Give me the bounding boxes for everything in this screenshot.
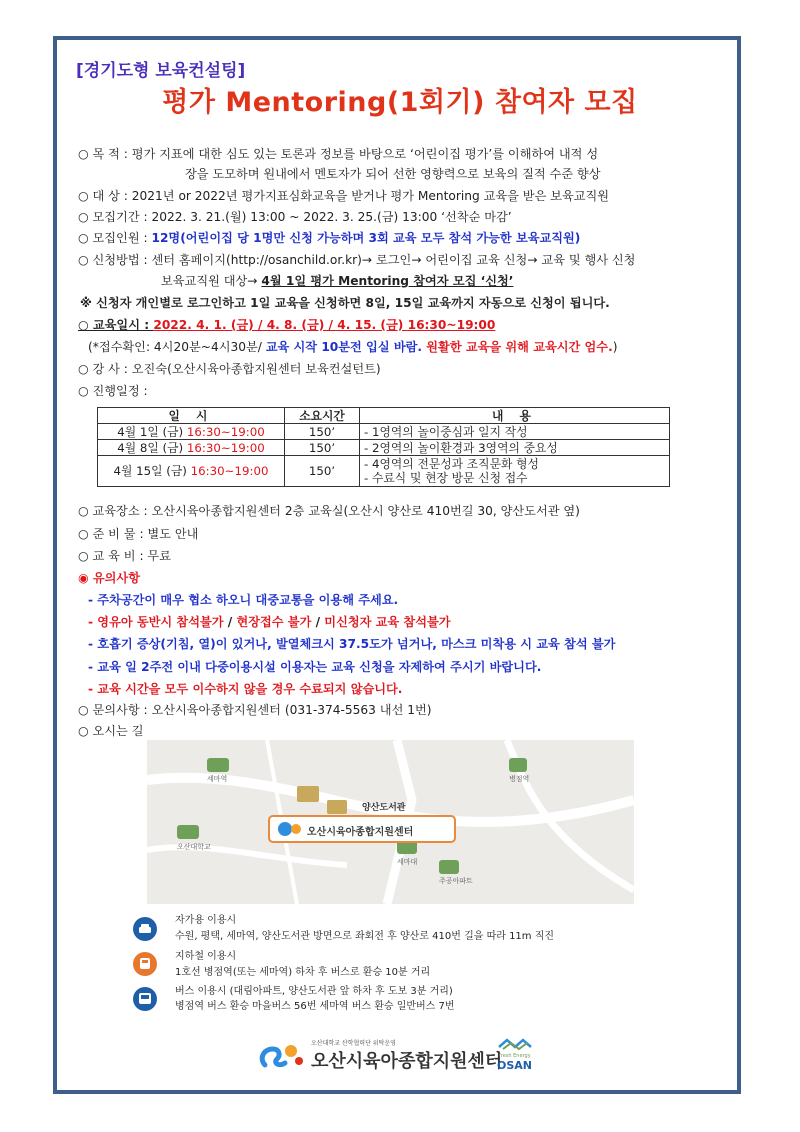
map-center-label: 오산시육아종합지원센터 — [307, 827, 414, 838]
schedule-header-row — [98, 408, 670, 424]
schedule-time: 16:30~19:00 — [186, 424, 265, 439]
caution-item: - 교육 시간을 모두 이수하지 않을 경우 수료되지 않습니다. — [88, 682, 403, 696]
map-place-label: 세마역 — [207, 775, 228, 783]
apply-line-2 — [161, 273, 513, 289]
lecturer-line: ○ 강 사 : 오진숙(오산시육아종합지원센터 보육컨설턴트) — [78, 362, 381, 376]
schedule-content: - 2영역의 놀이환경과 3영역의 중요성 — [360, 440, 670, 456]
table-row — [98, 440, 670, 456]
fee-line: ○ 교 육 비 : 무료 — [78, 549, 171, 563]
map-place-label: 세마대 — [397, 858, 418, 866]
checkin-line — [88, 339, 617, 355]
schedule-content: - 1영역의 놀이중심과 일지 작성 — [360, 424, 670, 440]
page-title: 평가 Mentoring(1회기) 참여자 모집 — [162, 87, 638, 118]
bus-icon — [133, 987, 157, 1011]
transport-desc: 수원, 평택, 세마역, 양산도서관 방면으로 좌회전 후 양산로 410번 길을 따라 11m 직진 — [175, 931, 555, 942]
purpose-line — [78, 146, 598, 162]
materials-line: ○ 준 비 물 : 별도 안내 — [78, 527, 199, 541]
checkin-suffix: ) — [612, 340, 618, 354]
caution-item: - 주차공간이 매우 협소 하오니 대중교통을 이용해 주세요. — [88, 593, 399, 607]
schedule-label: ○ 진행일정 : — [78, 384, 148, 398]
map-graphic — [147, 740, 634, 904]
caution-item: - 교육 일 2주전 이내 다중이용시설 이용자는 교육 신청을 자제하여 주시기 바랍니다. — [88, 660, 542, 674]
caution-part: - 영유아 동반시 참석불가 — [88, 615, 224, 629]
schedule-time: 16:30~19:00 — [186, 440, 265, 455]
transport-title: 버스 이용시 (대림아파트, 양산도서관 앞 하차 후 도보 3분 거리) — [175, 986, 453, 997]
osan-logo-icon — [497, 1037, 537, 1051]
schedule-time: 16:30~19:00 — [190, 464, 269, 478]
count-label: ○ 모집인원 : — [78, 231, 152, 245]
auto-apply-note: ※ 신청자 개인별로 로그인하고 1일 교육을 신청하면 8일, 15일 교육까지 자동으로 신청이 됩니다. — [80, 296, 610, 310]
date-value: 2022. 4. 1. (금) / 4. 8. (금) / 4. 15. (금) 16:30~19:00 — [153, 318, 496, 332]
date-line — [78, 317, 495, 333]
transport-title: 자가용 이용시 — [175, 915, 237, 926]
footer-org-name: 오산시육아종합지원센터 — [311, 1051, 503, 1072]
caution-item — [88, 614, 451, 630]
purpose-text-2: 장을 도모하며 원내에서 멘토자가 되어 선한 영향력으로 보육의 질적 수준 향상 — [185, 167, 601, 181]
apply-link[interactable]: 4월 1일 평가 Mentoring 참여자 모집 ‘신청’ — [261, 274, 514, 288]
schedule-header-date: 일 시 — [98, 408, 285, 424]
date-label: ○ 교육일시 : — [78, 318, 154, 332]
schedule-duration: 150’ — [285, 440, 360, 456]
schedule-header-duration: 소요시간 — [285, 408, 360, 424]
footer-city-name: OSAN — [497, 1059, 532, 1072]
table-row — [98, 456, 670, 487]
purpose-label: ○ 목 적 : — [78, 147, 132, 161]
transport-desc: 병점역 버스 환승 마을버스 56번 세마역 버스 환승 일반버스 7번 — [175, 1001, 455, 1012]
directions-label: ○ 오시는 길 — [78, 724, 144, 738]
checkin-prefix: (*접수확인: 4시20분~4시30분/ — [88, 340, 266, 354]
map-place-label: 주공아파트 — [439, 877, 473, 885]
map-place-label: 오산대학교 — [177, 843, 211, 851]
schedule-content — [360, 456, 670, 487]
caution-sep: / — [311, 615, 325, 629]
map-place-label: 병점역 — [509, 775, 530, 783]
schedule-date — [98, 456, 285, 487]
checkin-blue: 교육 시작 10분전 입실 바람. — [265, 340, 423, 354]
page-subtitle: [경기도형 보육컨설팅] — [76, 61, 246, 81]
place-line: ○ 교육장소 : 오산시육아종합지원센터 2층 교육실(오산시 양산로 410번길 30, 양산도서관 옆) — [78, 504, 580, 518]
schedule-date — [98, 424, 285, 440]
schedule-date-text: 4월 1일 (금) — [117, 424, 187, 439]
count-value: 12명(어린이집 당 1명만 신청 가능하며 3회 교육 모두 참석 가능한 보육교직원) — [151, 231, 581, 245]
table-row — [98, 424, 670, 440]
footer-org-small: 오산대학교 산학협력단 위탁운영 — [311, 1040, 396, 1047]
count-line — [78, 230, 580, 246]
period-line: ○ 모집기간 : 2022. 3. 21.(월) 13:00 ~ 2022. 3. 25.(금) 13:00 ‘선착순 마감’ — [78, 210, 512, 224]
subway-icon — [133, 952, 157, 976]
schedule-content-line: - 수료식 및 현장 방문 신청 접수 — [364, 471, 528, 485]
caution-item: - 호흡기 증상(기침, 열)이 있거나, 발열체크시 37.5도가 넘거나, 마스크 미착용 시 교육 참석 불가 — [88, 637, 616, 651]
schedule-content-line: - 4영역의 전문성과 조직문화 형성 — [364, 457, 539, 471]
apply-line-1: ○ 신청방법 : 센터 홈페이지(http://osanchild.or.kr)→ 로그인→ 어린이집 교육 신청→ 교육 및 행사 신청 — [78, 253, 636, 267]
map-library-label: 양산도서관 — [362, 803, 406, 813]
schedule-duration: 150’ — [285, 456, 360, 487]
contact-line: ○ 문의사항 : 오산시육아종합지원센터 (031-374-5563 내선 1번) — [78, 703, 432, 717]
transport-desc: 1호선 병점역(또는 세마역) 하차 후 버스로 환승 10분 거리 — [175, 967, 431, 978]
checkin-red: 원활한 교육을 위해 교육시간 엄수. — [422, 340, 613, 354]
caution-part: 미신청자 교육 참석불가 — [324, 615, 451, 629]
caution-sep: / — [223, 615, 237, 629]
caution-part: 현장접수 불가 — [236, 615, 312, 629]
purpose-text-1: 평가 지표에 대한 심도 있는 토론과 정보를 바탕으로 ‘어린이집 평가’를 이해하여 내적 성 — [131, 147, 599, 161]
car-icon — [133, 917, 157, 941]
target-line: ○ 대 상 : 2021년 or 2022년 평가지표심화교육을 받거나 평가 Mentoring 교육을 받은 보육교직원 — [78, 189, 610, 203]
schedule-duration: 150’ — [285, 424, 360, 440]
schedule-date — [98, 440, 285, 456]
apply-prefix: 보육교직원 대상→ — [161, 274, 262, 288]
center-logo-icon — [255, 1037, 305, 1077]
transport-title: 지하철 이용시 — [175, 951, 237, 962]
caution-title: ◉ 유의사항 — [78, 571, 140, 585]
location-map — [147, 740, 634, 904]
schedule-table — [97, 407, 670, 487]
schedule-header-content: 내 용 — [360, 408, 670, 424]
footer-logo — [255, 1037, 555, 1077]
footer-city-small: fresh Energy — [499, 1053, 531, 1059]
schedule-date-text: 4월 15일 (금) — [113, 464, 191, 478]
schedule-date-text: 4월 8일 (금) — [117, 440, 187, 455]
